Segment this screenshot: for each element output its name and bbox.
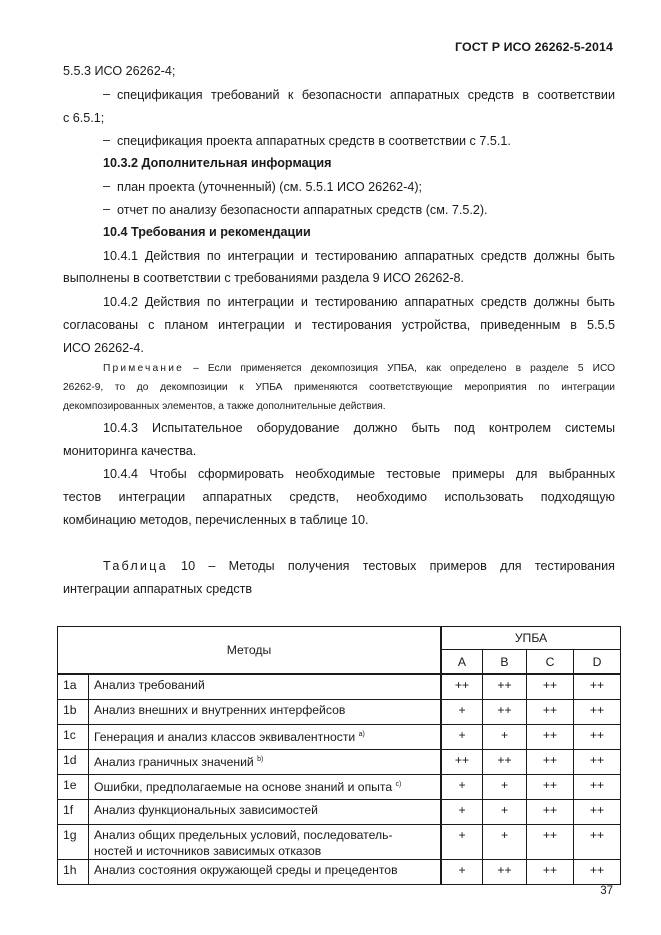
- recommendation-cell: +: [483, 725, 527, 750]
- note-line: декомпозированных элементов, а также дополнительные действия.: [63, 401, 386, 412]
- bullet-continuation: с 6.5.1;: [63, 111, 105, 125]
- method-cell: [89, 860, 442, 885]
- dash-marker: –: [103, 179, 111, 193]
- dash-marker: –: [103, 202, 111, 216]
- method-cell: [89, 825, 442, 860]
- footnote-ref: c): [395, 781, 402, 788]
- paragraph-line: 10.4.4 Чтобы сформировать необходимые тестовые примеры для выбранных: [103, 467, 615, 481]
- recommendation-cell: +: [441, 725, 483, 750]
- method-cell: [89, 750, 442, 775]
- method-name: Генерация и анализ классов эквивалентности: [94, 730, 356, 744]
- table-row: [58, 725, 621, 750]
- dash-marker: –: [103, 87, 111, 101]
- method-name: Анализ внешних и внутренних интерфейсов: [94, 703, 346, 717]
- recommendation-cell: ++: [574, 725, 621, 750]
- paragraph-line: ИСО 26262-4.: [63, 341, 144, 355]
- section-heading: 10.3.2 Дополнительная информация: [103, 156, 332, 170]
- level-header: C: [527, 650, 574, 674]
- recommendation-cell: +: [441, 825, 483, 860]
- table-caption-label: Таблица: [103, 559, 168, 573]
- page-number: 37: [600, 885, 613, 897]
- recommendation-cell: ++: [527, 750, 574, 775]
- row-id: 1g: [58, 825, 89, 860]
- level-header: A: [441, 650, 483, 674]
- row-id: 1d: [58, 750, 89, 775]
- recommendation-cell: +: [483, 775, 527, 800]
- section-heading: 10.4 Требования и рекомендации: [103, 225, 311, 239]
- paragraph-line: тестов интеграции аппаратных средств, необходимо использовать подходящую: [63, 490, 615, 504]
- table-row: [58, 800, 621, 825]
- method-cell: [89, 800, 442, 825]
- footnote-ref: a): [358, 731, 365, 738]
- method-name: Ошибки, предполагаемые на основе знаний и опыта: [94, 780, 393, 794]
- table-row: [58, 775, 621, 800]
- method-name-continued: ностей и источников зависимых отказов: [94, 844, 322, 858]
- recommendation-cell: ++: [527, 775, 574, 800]
- paragraph-line: согласованы с планом интеграции и тестирования устройства, приведенным в 5.5.5: [63, 318, 615, 332]
- recommendation-cell: ++: [574, 750, 621, 775]
- row-id: 1h: [58, 860, 89, 885]
- recommendation-cell: ++: [483, 700, 527, 725]
- method-cell: [89, 725, 442, 750]
- bullet-item: спецификация требований к безопасности аппаратных средств в соответствии: [117, 88, 615, 102]
- level-header: B: [483, 650, 527, 674]
- text-line: 5.5.3 ИСО 26262-4;: [63, 64, 176, 78]
- paragraph-line: 10.4.3 Испытательное оборудование должно быть под контролем системы: [103, 421, 615, 435]
- row-id: 1c: [58, 725, 89, 750]
- method-name: Анализ функциональных зависимостей: [94, 803, 318, 817]
- bullet-item: спецификация проекта аппаратных средств в соответствии с 7.5.1.: [117, 134, 511, 148]
- footnote-ref: b): [257, 756, 264, 763]
- table-caption: интеграции аппаратных средств: [63, 582, 253, 596]
- method-cell: [89, 700, 442, 725]
- note-text: – Если применяется декомпозиция УПБА, как определено в разделе 5 ИСО: [183, 363, 615, 374]
- row-id: 1f: [58, 800, 89, 825]
- recommendation-cell: ++: [574, 800, 621, 825]
- note-line: [103, 362, 615, 376]
- document-header: ГОСТ Р ИСО 26262-5-2014: [455, 40, 613, 54]
- table-row: [58, 825, 621, 860]
- recommendation-cell: +: [441, 800, 483, 825]
- recommendation-cell: ++: [527, 674, 574, 700]
- paragraph-line: 10.4.2 Действия по интеграции и тестированию аппаратных средств должны быть: [103, 295, 615, 309]
- table-row: [58, 860, 621, 885]
- recommendation-cell: ++: [483, 674, 527, 700]
- methods-table: [57, 626, 621, 885]
- row-id: 1a: [58, 674, 89, 700]
- recommendation-cell: +: [441, 860, 483, 885]
- upba-header: УПБА: [441, 627, 621, 650]
- recommendation-cell: ++: [574, 700, 621, 725]
- note-label: Примечание: [103, 363, 184, 374]
- paragraph-line: комбинацию методов, перечисленных в таблице 10.: [63, 513, 369, 527]
- recommendation-cell: ++: [527, 860, 574, 885]
- table-caption-text: 10 – Методы получения тестовых примеров для тестирования: [167, 559, 615, 573]
- recommendation-cell: ++: [574, 775, 621, 800]
- recommendation-cell: ++: [441, 674, 483, 700]
- recommendation-cell: ++: [527, 825, 574, 860]
- paragraph-line: 10.4.1 Действия по интеграции и тестированию аппаратных средств должны быть: [103, 249, 615, 263]
- recommendation-cell: ++: [527, 700, 574, 725]
- table-row: [58, 674, 621, 700]
- bullet-item: план проекта (уточненный) (см. 5.5.1 ИСО 26262-4);: [117, 180, 423, 194]
- method-name: Анализ требований: [94, 678, 205, 692]
- table-row: [58, 700, 621, 725]
- row-id: 1b: [58, 700, 89, 725]
- bullet-item: отчет по анализу безопасности аппаратных средств (см. 7.5.2).: [117, 203, 488, 217]
- method-cell: [89, 775, 442, 800]
- method-name: Анализ общих предельных условий, последователь-: [94, 828, 393, 842]
- methods-header: Методы: [58, 627, 442, 675]
- method-cell: [89, 674, 442, 700]
- recommendation-cell: +: [483, 800, 527, 825]
- table-caption: [103, 558, 615, 574]
- recommendation-cell: ++: [574, 825, 621, 860]
- recommendation-cell: +: [483, 825, 527, 860]
- recommendation-cell: +: [441, 700, 483, 725]
- recommendation-cell: ++: [574, 860, 621, 885]
- recommendation-cell: ++: [527, 800, 574, 825]
- row-id: 1e: [58, 775, 89, 800]
- recommendation-cell: ++: [527, 725, 574, 750]
- method-name: Анализ состояния окружающей среды и прецедентов: [94, 863, 398, 877]
- dash-marker: –: [103, 133, 111, 147]
- recommendation-cell: ++: [483, 750, 527, 775]
- paragraph-line: мониторинга качества.: [63, 444, 197, 458]
- recommendation-cell: ++: [574, 674, 621, 700]
- table-row: [58, 750, 621, 775]
- paragraph-line: выполнены в соответствии с требованиями раздела 9 ИСО 26262-8.: [63, 271, 465, 285]
- level-header: D: [574, 650, 621, 674]
- recommendation-cell: +: [441, 775, 483, 800]
- recommendation-cell: ++: [441, 750, 483, 775]
- note-line: 26262-9, то до декомпозиции к УПБА применяются соответствующие мероприятия по интеграции: [63, 382, 615, 393]
- method-name: Анализ граничных значений: [94, 755, 254, 769]
- recommendation-cell: ++: [483, 860, 527, 885]
